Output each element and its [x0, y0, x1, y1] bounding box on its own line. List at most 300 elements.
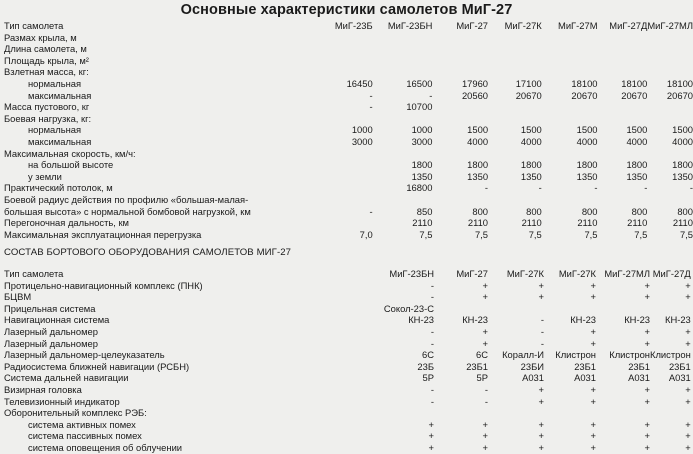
column-header: МиГ-27К	[504, 20, 542, 31]
table-cell: 1350	[411, 170, 433, 182]
table-cell	[301, 55, 372, 67]
table-cell	[598, 101, 648, 113]
table-cell: +	[590, 279, 596, 291]
table-row	[4, 217, 693, 229]
table-cell: 3000	[351, 135, 373, 147]
row-label: система пассивных помех	[28, 430, 142, 442]
table-cell	[432, 101, 488, 113]
table-cell: 16500	[406, 77, 433, 89]
column-header-label: Тип самолета	[4, 20, 64, 31]
row-label: Максимальная скорость, км/ч:	[4, 147, 136, 159]
table-cell	[596, 407, 650, 419]
table-cell	[544, 407, 596, 419]
row-label: Система дальней навигации	[4, 372, 129, 384]
table-cell: +	[538, 279, 544, 291]
table-cell: +	[685, 418, 691, 430]
table-cell: +	[482, 337, 488, 349]
table-cell	[598, 43, 648, 55]
table-cell	[432, 43, 488, 55]
column-header: МиГ-27	[456, 268, 488, 279]
table-cell: +	[644, 291, 650, 303]
table-cell: +	[482, 441, 488, 453]
table-cell: 1350	[626, 170, 648, 182]
table-cell: 23Б1	[628, 360, 650, 372]
table-cell	[542, 194, 598, 206]
equipment-table	[4, 268, 691, 454]
table-cell: 3000	[411, 135, 433, 147]
table-cell: Клистрон	[650, 349, 691, 361]
table-cell: 2110	[577, 217, 598, 229]
table-cell: +	[428, 441, 434, 453]
table-cell: -	[540, 314, 544, 326]
table-cell: +	[685, 430, 691, 442]
table-cell: +	[685, 337, 691, 349]
table-cell: +	[685, 383, 691, 395]
table-cell	[544, 303, 596, 315]
table-cell: Сокол-23-С	[383, 302, 434, 314]
row-label: на большой высоте	[28, 159, 114, 171]
table-cell	[598, 66, 648, 78]
table-cell: КН-23	[570, 314, 596, 326]
table-cell: +	[644, 279, 650, 291]
table-cell: 800	[472, 205, 489, 217]
table-cell: 1350	[467, 170, 489, 182]
table-cell: 17960	[461, 77, 489, 89]
column-header: МиГ-27Д	[609, 20, 648, 31]
row-label: максимальная	[28, 89, 92, 101]
table-cell: 16800	[406, 182, 433, 194]
table-cell: +	[538, 291, 544, 303]
table-row	[4, 78, 693, 90]
table-row	[4, 66, 693, 78]
table-row	[4, 326, 691, 338]
table-row	[4, 124, 693, 136]
table-cell: 1350	[520, 170, 542, 182]
table-cell: 1350	[576, 170, 598, 182]
table-cell	[374, 407, 434, 419]
table-row	[4, 419, 691, 431]
table-cell: +	[590, 337, 596, 349]
table-cell: +	[482, 291, 488, 303]
section-title: СОСТАВ БОРТОВОГО ОБОРУДОВАНИЯ САМОЛЕТОВ МИГ-27	[4, 247, 292, 258]
row-label: Лазерный дальномер	[4, 337, 98, 349]
table-cell: -	[594, 182, 598, 194]
table-row	[4, 90, 693, 102]
table-cell: +	[590, 441, 596, 453]
column-header: МиГ-27М	[558, 20, 598, 31]
table-row	[4, 113, 693, 125]
row-label: Оборонительный комплекс РЭБ:	[4, 407, 147, 419]
table-cell: +	[644, 337, 650, 349]
table-cell: +	[644, 441, 650, 453]
table-cell: 20670	[666, 89, 693, 101]
table-cell: +	[538, 441, 544, 453]
table-cell: +	[590, 383, 596, 395]
table-cell: 1500	[520, 124, 542, 136]
table-cell	[542, 66, 598, 78]
column-header: МиГ-23БН	[387, 20, 433, 31]
table-cell	[647, 55, 693, 67]
table-cell: +	[482, 418, 488, 430]
row-label: Лазерный дальномер-целеуказатель	[4, 349, 165, 361]
table-cell: +	[538, 395, 544, 407]
table-cell: +	[538, 418, 544, 430]
row-label: система оповещения об облучении	[28, 441, 183, 453]
table-cell: +	[590, 325, 596, 337]
table-cell	[432, 55, 488, 67]
table-cell: 5Р	[422, 372, 434, 384]
table-cell: -	[484, 182, 489, 194]
table-cell	[542, 148, 598, 160]
table-cell: 1500	[467, 124, 489, 136]
table-row	[4, 229, 693, 241]
row-label: Радиосистема ближней навигации (РСБН)	[4, 360, 190, 372]
table-row	[4, 372, 691, 384]
table-cell: -	[430, 383, 434, 395]
table-cell	[598, 32, 648, 44]
table-cell: 20560	[461, 89, 489, 101]
table-row	[4, 32, 693, 44]
column-header: МиГ-27МЛ	[647, 20, 693, 31]
table-cell	[434, 303, 488, 315]
table-row	[4, 361, 691, 373]
table-cell	[373, 194, 433, 206]
table-cell: 7,5	[634, 228, 648, 240]
table-cell: +	[482, 325, 488, 337]
table-cell: 800	[677, 205, 693, 217]
table-cell	[301, 113, 372, 125]
column-header: МиГ-27Д	[652, 268, 691, 279]
table-cell: +	[685, 395, 691, 407]
table-cell: 7,5	[419, 228, 433, 240]
table-cell	[488, 303, 544, 315]
row-label: Масса пустового, кг	[4, 101, 90, 113]
table-cell: 1500	[576, 124, 598, 136]
table-cell: +	[685, 325, 691, 337]
characteristics-header-row	[4, 20, 693, 32]
table-cell: -	[430, 291, 434, 303]
table-cell: Коралл-И	[502, 349, 544, 361]
table-cell	[488, 43, 542, 55]
table-cell	[301, 159, 372, 171]
table-cell: +	[685, 279, 691, 291]
table-cell: 4000	[576, 135, 598, 147]
table-cell	[488, 55, 542, 67]
table-cell	[650, 407, 691, 419]
table-cell: 2110	[521, 217, 542, 229]
table-cell	[598, 113, 648, 125]
row-label: Визирная головка	[4, 383, 82, 395]
table-cell	[598, 194, 648, 206]
equipment-header-row	[4, 268, 691, 280]
table-cell: 5Р	[476, 372, 488, 384]
table-cell	[488, 148, 542, 160]
table-cell	[373, 32, 433, 44]
table-cell: 1800	[467, 159, 489, 171]
table-cell: 2110	[627, 217, 648, 229]
table-cell: Клистрон	[609, 349, 650, 361]
table-cell	[432, 66, 488, 78]
row-label: Боевая нагрузка, кг:	[4, 112, 92, 124]
table-cell	[373, 55, 433, 67]
table-cell	[373, 66, 433, 78]
table-cell: 1500	[626, 124, 648, 136]
row-label: нормальная	[28, 77, 82, 89]
row-label: Протицельно-навигационный комплекс (ПНК)	[4, 279, 203, 291]
table-row	[4, 136, 693, 148]
characteristics-table	[4, 20, 693, 240]
row-label: Прицельная система	[4, 302, 96, 314]
table-cell: +	[644, 325, 650, 337]
table-row	[4, 194, 693, 206]
table-row	[4, 303, 691, 315]
table-cell: +	[685, 291, 691, 303]
table-cell: 18100	[666, 77, 693, 89]
table-cell: 1800	[520, 159, 542, 171]
table-cell: +	[685, 441, 691, 453]
row-label: Телевизионный индикатор	[4, 395, 120, 407]
table-cell: 4000	[626, 135, 648, 147]
table-cell	[434, 407, 488, 419]
table-cell: 20670	[621, 89, 648, 101]
table-cell: +	[482, 279, 488, 291]
table-cell: +	[428, 418, 434, 430]
table-cell	[301, 66, 372, 78]
table-row	[4, 171, 693, 183]
table-cell: +	[590, 291, 596, 303]
table-cell	[542, 101, 598, 113]
table-cell: +	[644, 383, 650, 395]
table-cell: 1350	[672, 170, 693, 182]
table-cell: 7,0	[359, 228, 373, 240]
row-label: Размах крыла, м	[4, 31, 77, 43]
table-cell: 800	[631, 205, 648, 217]
table-row	[4, 280, 691, 292]
table-cell: А031	[628, 372, 650, 384]
table-cell: А031	[574, 372, 596, 384]
table-cell: 1000	[351, 124, 373, 136]
table-row	[4, 314, 691, 326]
table-row	[4, 182, 693, 194]
table-cell: 23БИ	[520, 360, 544, 372]
column-header: МиГ-27К	[558, 268, 596, 279]
row-label: большая высота» с нормальной бомбовой нагрузкой, км	[4, 205, 251, 217]
table-cell: КН-23	[624, 314, 650, 326]
table-cell	[596, 303, 650, 315]
table-cell: 6С	[476, 349, 488, 361]
table-cell: +	[538, 383, 544, 395]
table-cell: -	[369, 101, 373, 113]
table-cell: 2110	[672, 217, 693, 229]
table-cell	[598, 148, 648, 160]
table-cell	[647, 43, 693, 55]
column-header: МиГ-27МЛ	[604, 268, 650, 279]
column-header: МиГ-27	[456, 20, 489, 31]
table-cell: -	[430, 395, 434, 407]
table-cell: 23Б1	[574, 360, 596, 372]
table-cell: КН-23	[408, 314, 434, 326]
table-cell: -	[484, 383, 488, 395]
table-cell: -	[540, 325, 544, 337]
table-cell	[647, 148, 693, 160]
table-cell: 7,5	[679, 228, 693, 240]
table-cell: 20670	[515, 89, 542, 101]
table-cell: 7,5	[584, 228, 598, 240]
row-label: БЦВМ	[4, 291, 32, 303]
table-cell: -	[644, 182, 648, 194]
table-cell	[542, 32, 598, 44]
row-label: Перегоночная дальность, км	[4, 217, 130, 229]
table-cell: 17100	[515, 77, 542, 89]
row-label: Площадь крыла, м²	[4, 54, 89, 66]
table-cell: +	[538, 430, 544, 442]
column-header: МиГ-23Б	[334, 20, 373, 31]
row-label: нормальная	[28, 124, 82, 136]
table-cell: -	[429, 89, 433, 101]
table-cell: 10700	[406, 101, 433, 113]
table-cell	[488, 32, 542, 44]
table-row	[4, 148, 693, 160]
row-label: Лазерный дальномер	[4, 325, 98, 337]
table-cell: +	[644, 430, 650, 442]
row-label: система активных помех	[28, 418, 136, 430]
table-cell: Клистрон	[555, 349, 596, 361]
table-cell: 4000	[520, 135, 542, 147]
column-header: МиГ-23БН	[389, 268, 434, 279]
table-cell: 7,5	[528, 228, 542, 240]
table-cell: 6С	[422, 349, 434, 361]
table-cell: 16450	[346, 77, 373, 89]
table-cell	[647, 101, 693, 113]
table-cell: 18100	[571, 77, 598, 89]
table-cell: -	[484, 395, 488, 407]
table-cell	[488, 101, 542, 113]
column-header-label: Тип самолета	[4, 268, 64, 279]
table-cell	[647, 194, 693, 206]
row-label: Длина самолета, м	[4, 43, 87, 55]
table-cell	[542, 43, 598, 55]
table-row	[4, 442, 691, 454]
table-cell: 1800	[626, 159, 648, 171]
table-cell: КН-23	[664, 314, 691, 326]
table-cell: +	[428, 430, 434, 442]
table-cell: 7,5	[474, 228, 489, 240]
table-cell: КН-23	[462, 314, 488, 326]
table-row	[4, 55, 693, 67]
table-cell: А031	[668, 372, 691, 384]
table-cell: +	[590, 430, 596, 442]
table-row	[4, 206, 693, 218]
table-cell: 2110	[412, 217, 433, 229]
table-cell: 23Б1	[466, 360, 488, 372]
table-cell	[301, 194, 372, 206]
table-cell: 1800	[411, 159, 433, 171]
table-cell	[647, 113, 693, 125]
table-cell	[488, 66, 542, 78]
table-cell	[301, 182, 372, 194]
table-row	[4, 430, 691, 442]
table-cell: -	[430, 325, 434, 337]
table-cell: 800	[526, 205, 542, 217]
table-cell	[432, 113, 488, 125]
table-cell	[542, 113, 598, 125]
table-cell	[488, 407, 544, 419]
table-cell	[598, 55, 648, 67]
table-cell: -	[538, 182, 542, 194]
row-label: Взлетная масса, кг:	[4, 66, 89, 78]
table-cell	[488, 194, 542, 206]
table-cell: 850	[416, 205, 433, 217]
table-cell: 20670	[571, 89, 598, 101]
table-cell: 800	[581, 205, 598, 217]
table-cell	[373, 43, 433, 55]
table-row	[4, 101, 693, 113]
table-row	[4, 291, 691, 303]
table-cell: +	[644, 418, 650, 430]
table-cell	[488, 113, 542, 125]
table-cell: 1800	[672, 159, 693, 171]
row-label: максимальная	[28, 135, 92, 147]
table-cell: 4000	[467, 135, 489, 147]
row-label: у земли	[28, 170, 62, 182]
table-cell	[301, 217, 372, 229]
table-cell	[647, 66, 693, 78]
table-cell: -	[430, 279, 434, 291]
table-cell: 4000	[672, 135, 693, 147]
table-cell: А031	[522, 372, 544, 384]
table-cell: -	[369, 89, 373, 101]
table-cell: -	[689, 182, 693, 194]
table-cell: +	[590, 395, 596, 407]
page-title: Основные характеристики самолетов МиГ-27	[180, 2, 513, 18]
row-label: Практический потолок, м	[4, 182, 113, 194]
table-cell	[542, 55, 598, 67]
table-cell: 1800	[576, 159, 598, 171]
row-label: Максимальная эксплуатационная перегрузка	[4, 228, 202, 240]
table-row	[4, 396, 691, 408]
table-cell: 23Б	[417, 360, 434, 372]
table-cell	[301, 32, 372, 44]
table-cell	[301, 171, 372, 183]
table-cell: -	[540, 337, 544, 349]
table-row	[4, 349, 691, 361]
table-row	[4, 43, 693, 55]
table-cell: +	[482, 430, 488, 442]
table-cell: 18100	[621, 77, 648, 89]
table-cell	[432, 32, 488, 44]
row-label: Боевой радиус действия по профилю «большая-малая-	[4, 193, 249, 205]
table-cell	[650, 303, 691, 315]
table-cell: -	[430, 337, 434, 349]
table-cell	[301, 148, 372, 160]
table-cell	[432, 148, 488, 160]
table-cell: 2110	[467, 217, 489, 229]
table-row	[4, 407, 691, 419]
table-cell: 1000	[411, 124, 433, 136]
row-label: Навигационная система	[4, 314, 110, 326]
table-cell: +	[644, 395, 650, 407]
table-row	[4, 159, 693, 171]
table-row	[4, 338, 691, 350]
table-cell	[373, 113, 433, 125]
table-cell: -	[369, 205, 373, 217]
table-row	[4, 384, 691, 396]
table-cell: 1500	[672, 124, 693, 136]
table-cell: +	[590, 418, 596, 430]
table-cell	[647, 32, 693, 44]
table-cell	[301, 43, 372, 55]
table-cell	[432, 194, 488, 206]
